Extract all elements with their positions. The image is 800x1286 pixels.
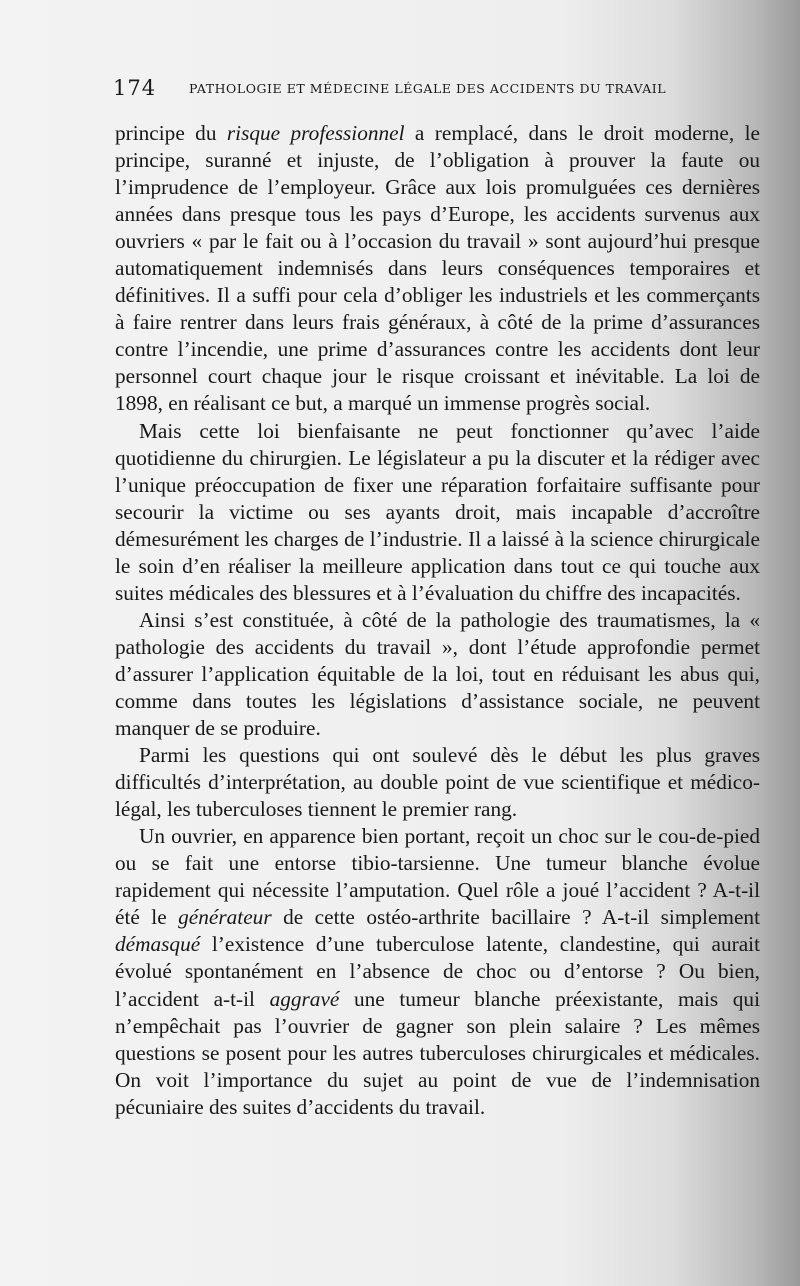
paragraph-1 [115,120,760,418]
text-run: principe du [115,121,227,145]
body-text [115,120,760,1121]
text-run: l’existence d’une tuberculose latente, clandestine, qui aurait évolué spontanément en l’absence de choc ou d’entorse ? Ou bien, l’accident a-t-il [115,932,760,1011]
running-head: PATHOLOGIE ET MÉDECINE LÉGALE DES ACCIDENTS DU TRAVAIL [189,81,667,96]
page-number: 174 [113,76,157,100]
page-header [113,76,703,100]
text-run: de cette ostéo-arthrite bacillaire ? A-t-il simplement [271,905,760,930]
italic-term: générateur [178,905,272,930]
text-run: une tumeur blanche préexistante, mais qui n’empêchait pas l’ouvrier de gagner son plein salaire ? Les mêmes questions se posent pour les autres tuberculoses chirurgicales et médicales. On voit l’importance du sujet au point de vue de l’indemnisation pécuniaire des suites d’accidents du travail. [115,986,760,1119]
italic-term: aggravé [269,986,340,1011]
paragraph-5 [115,823,760,1121]
paragraph-2: Mais cette loi bienfaisante ne peut fonctionner qu’avec l’aide quotidienne du chirurgien. Le législateur a pu la discuter et la rédiger avec l’unique préoccupation de fixer une réparation forfaitaire suffisante pour secourir la victime ou ses ayants droit, mais incapable d’accroître démesurément les charges de l’industrie. Il a laissé à la science chirurgicale le soin d’en réaliser la meilleure application dans tout ce qui touche aux suites médicales des blessures et à l’évaluation du chiffre des incapacités. [115,418,760,605]
paragraph-4: Parmi les questions qui ont soulevé dès le début les plus graves difficultés d’interprétation, au double point de vue scientifique et médico-légal, les tuberculoses tiennent le premier rang. [115,743,760,822]
paragraph-3: Ainsi s’est constituée, à côté de la pathologie des traumatismes, la « pathologie des accidents du travail », dont l’étude approfondie permet d’assurer l’application équitable de la loi, tout en réduisant les abus qui, comme dans toutes les législations d’assistance sociale, ne peuvent manquer de se produire. [115,607,760,741]
text-run: a remplacé, dans le droit moderne, le principe, suranné et injuste, de l’obligation à prouver la faute ou l’imprudence de l’employeur. Grâce aux lois promulguées ces dernières années dans presque tous les pays d’Europe, les accidents survenus aux ouvriers « par le fait ou à l’occasion du travail » sont aujourd’hui presque automatiquement indemnisés dans leurs conséquences temporaires et définitives. Il a suffi pour cela d’obliger les industriels et les commerçants à faire rentrer dans leurs frais généraux, à côté de la prime d’assurances contre l’incendie, une prime d’assurances contre les accidents dont leur personnel court chaque jour le risque croissant et inévitable. La loi de 1898, en réalisant ce but, a marqué un immense progrès social. [115,121,760,416]
italic-term: démasqué [115,932,201,957]
italic-term: risque professionnel [226,121,405,145]
text-run: Un ouvrier, en apparence bien portant, reçoit un choc sur le cou-de-pied ou se fait une entorse tibio-tarsienne. Une tumeur blanche évolue rapidement qui nécessite l’amputation. Quel rôle a joué l’accident ? A-t-il été le [115,824,760,930]
